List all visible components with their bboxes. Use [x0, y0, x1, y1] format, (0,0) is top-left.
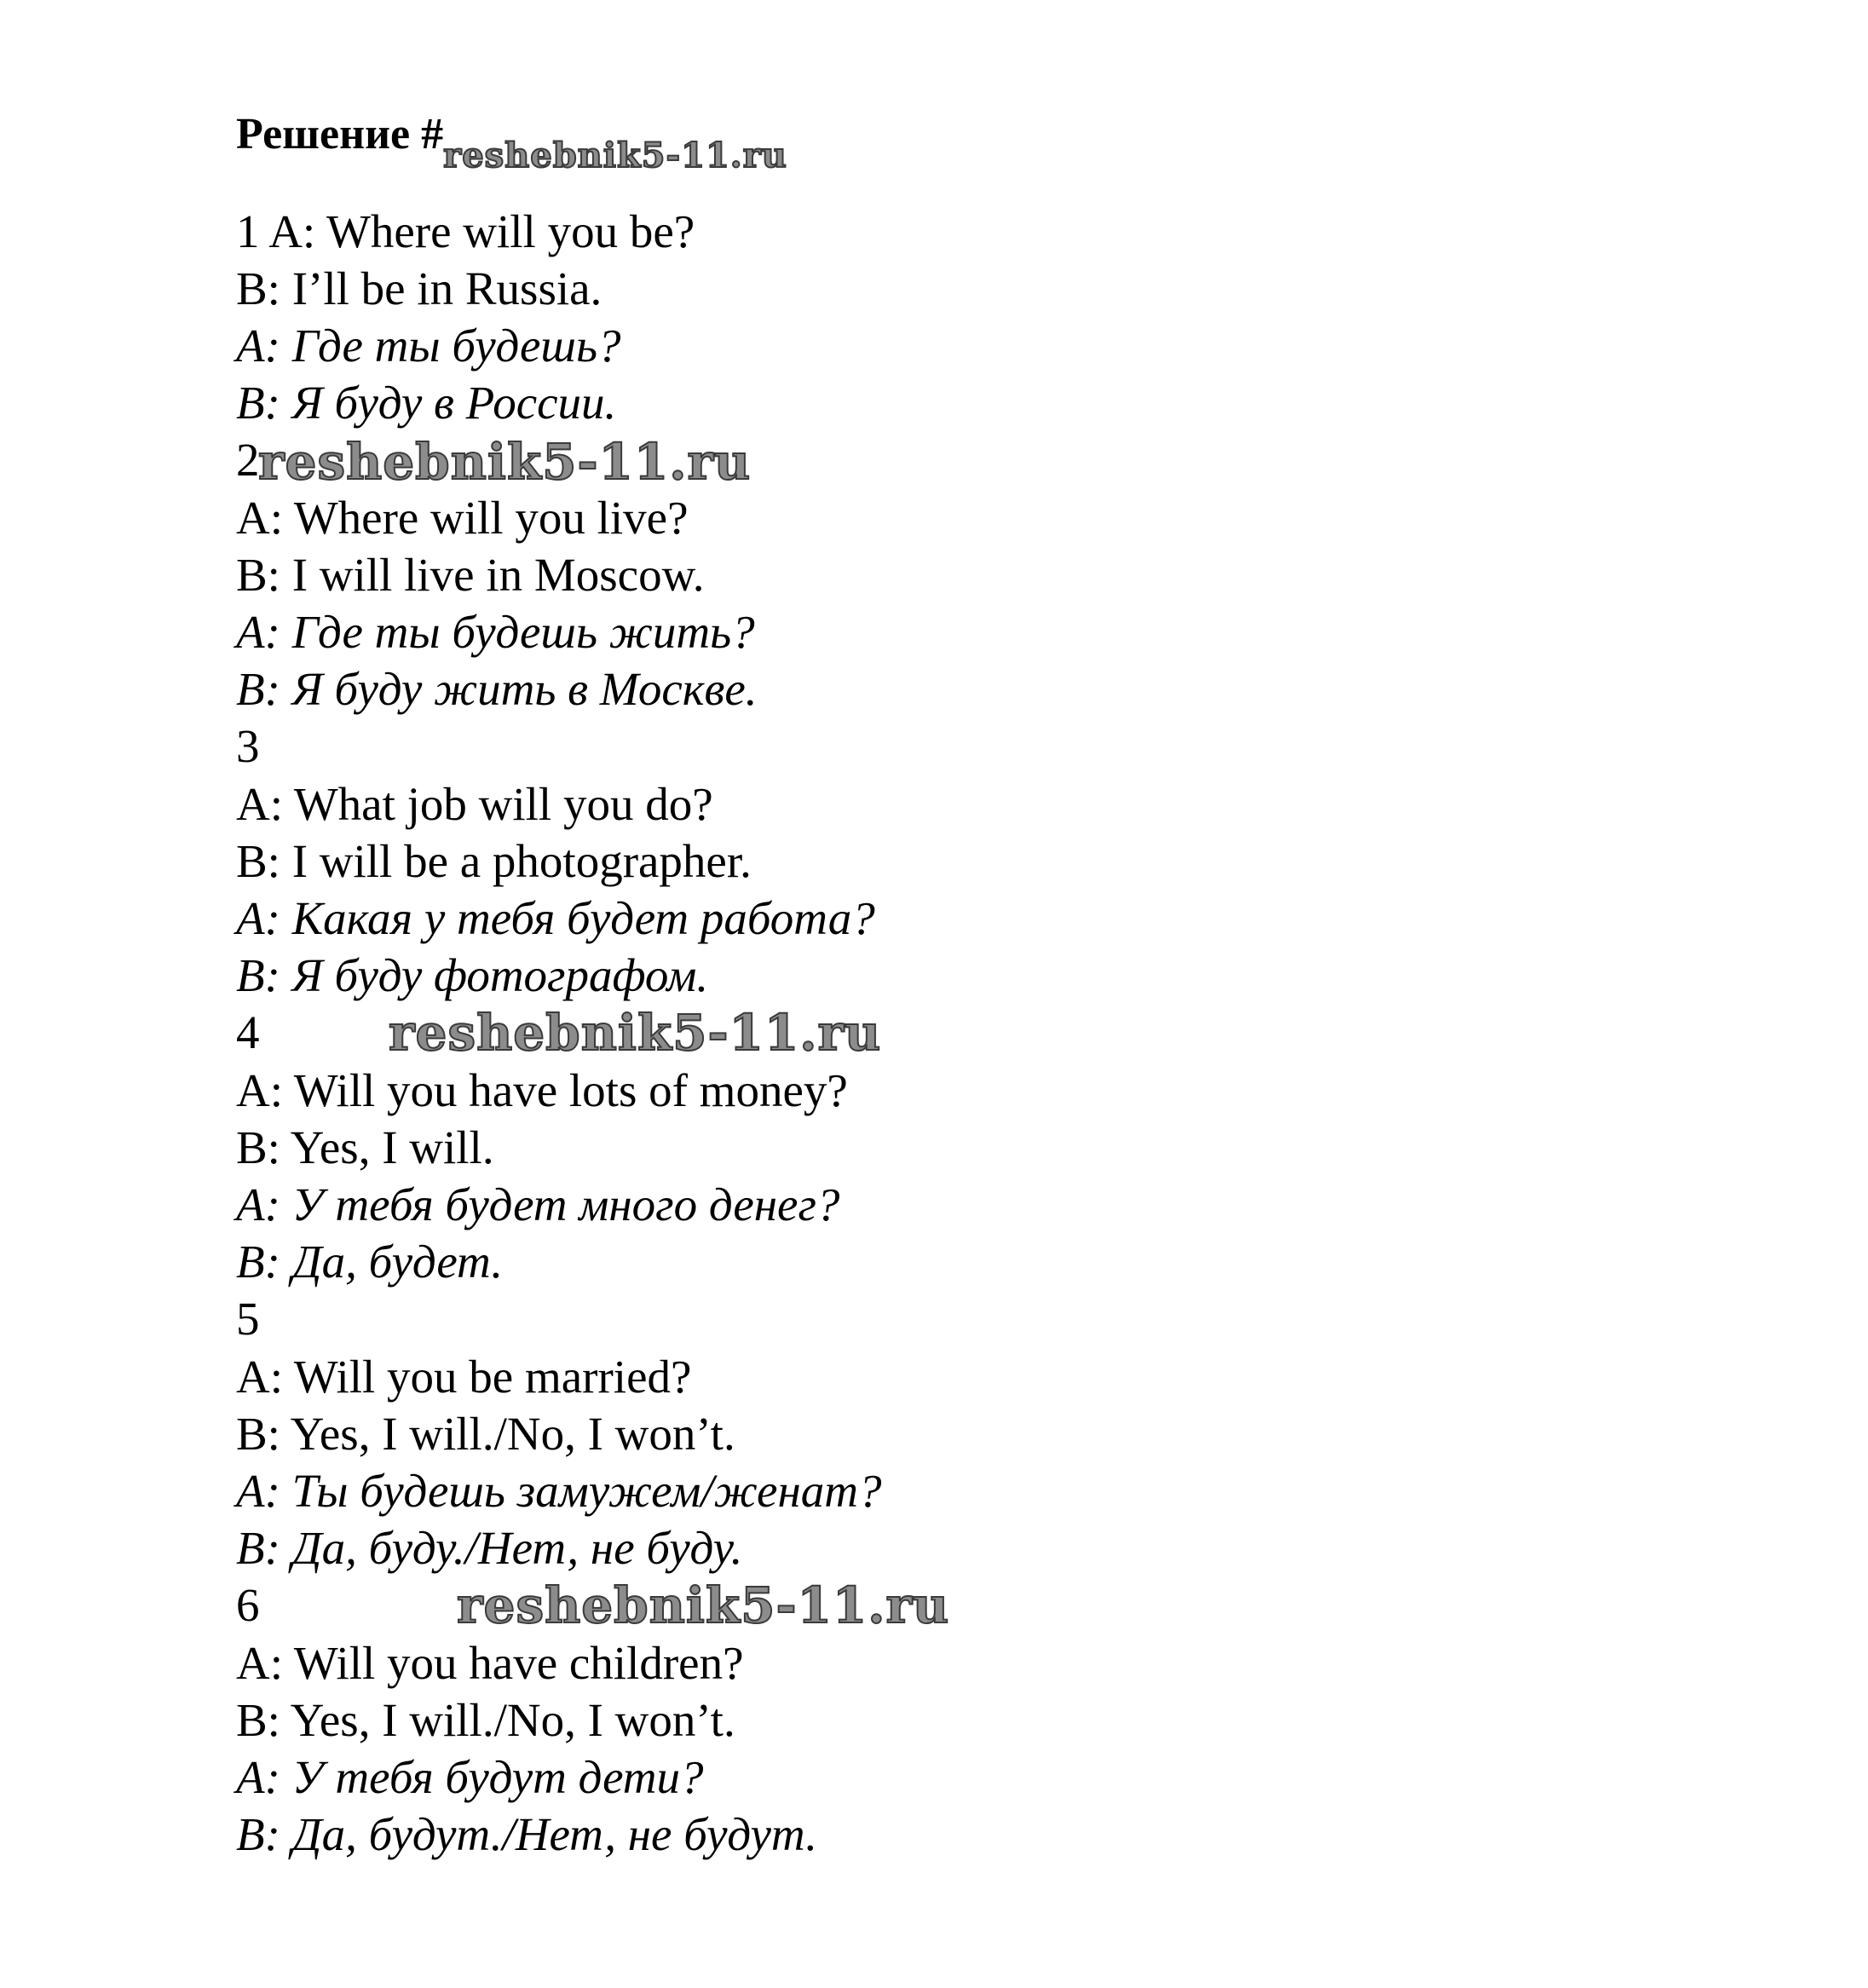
text-line-13: A: Какая у тебя будет работа? — [236, 892, 875, 944]
title-prefix: Решение # — [236, 110, 444, 158]
text-line-18: A: У тебя будет много денег? — [236, 1178, 840, 1230]
text-line-27: B: Yes, I will./No, I won’t. — [236, 1694, 735, 1746]
text-line-23: A: Ты будешь замужем/женат? — [236, 1465, 882, 1517]
title-watermark: reshebnik5-11.ru — [443, 135, 787, 176]
text-line-28: A: У тебя будут дети? — [236, 1751, 704, 1803]
text-line-26: A: Will you have children? — [236, 1637, 744, 1689]
text-line-3: A: Где ты будешь? — [236, 320, 621, 372]
text-line-14: B: Я буду фотографом. — [236, 949, 709, 1001]
text-line-1: 1 A: Where will you be? — [236, 205, 695, 257]
watermark-2: reshebnik5-11.ru — [258, 433, 752, 491]
text-line-24: B: Да, буду./Нет, не буду. — [236, 1522, 743, 1574]
text-line-19: B: Да, будет. — [236, 1236, 504, 1288]
page-title — [236, 109, 787, 176]
text-line-9: B: Я буду жить в Москве. — [236, 663, 758, 715]
text-line-12: B: I will be a photographer. — [236, 835, 752, 887]
text-line-29: B: Да, будут./Нет, не будут. — [236, 1808, 818, 1860]
text-line-2: B: I’ll be in Russia. — [236, 262, 602, 314]
text-line-15: 4 — [236, 1006, 260, 1058]
text-line-16: A: Will you have lots of money? — [236, 1064, 848, 1116]
text-line-5: 2 — [236, 434, 260, 486]
text-line-25: 6 — [236, 1579, 260, 1631]
text-line-6: A: Where will you live? — [236, 492, 689, 544]
text-line-11: A: What job will you do? — [236, 778, 713, 830]
watermark-6: reshebnik5-11.ru — [457, 1576, 950, 1634]
text-line-22: B: Yes, I will./No, I won’t. — [236, 1408, 735, 1460]
text-line-8: A: Где ты будешь жить? — [236, 606, 755, 658]
text-line-21: A: Will you be married? — [236, 1351, 692, 1403]
text-line-20: 5 — [236, 1293, 260, 1345]
text-line-10: 3 — [236, 720, 260, 772]
watermark-4: reshebnik5-11.ru — [389, 1004, 882, 1062]
text-line-7: B: I will live in Moscow. — [236, 549, 705, 601]
text-line-4: B: Я буду в России. — [236, 377, 617, 429]
text-line-17: B: Yes, I will. — [236, 1121, 494, 1173]
